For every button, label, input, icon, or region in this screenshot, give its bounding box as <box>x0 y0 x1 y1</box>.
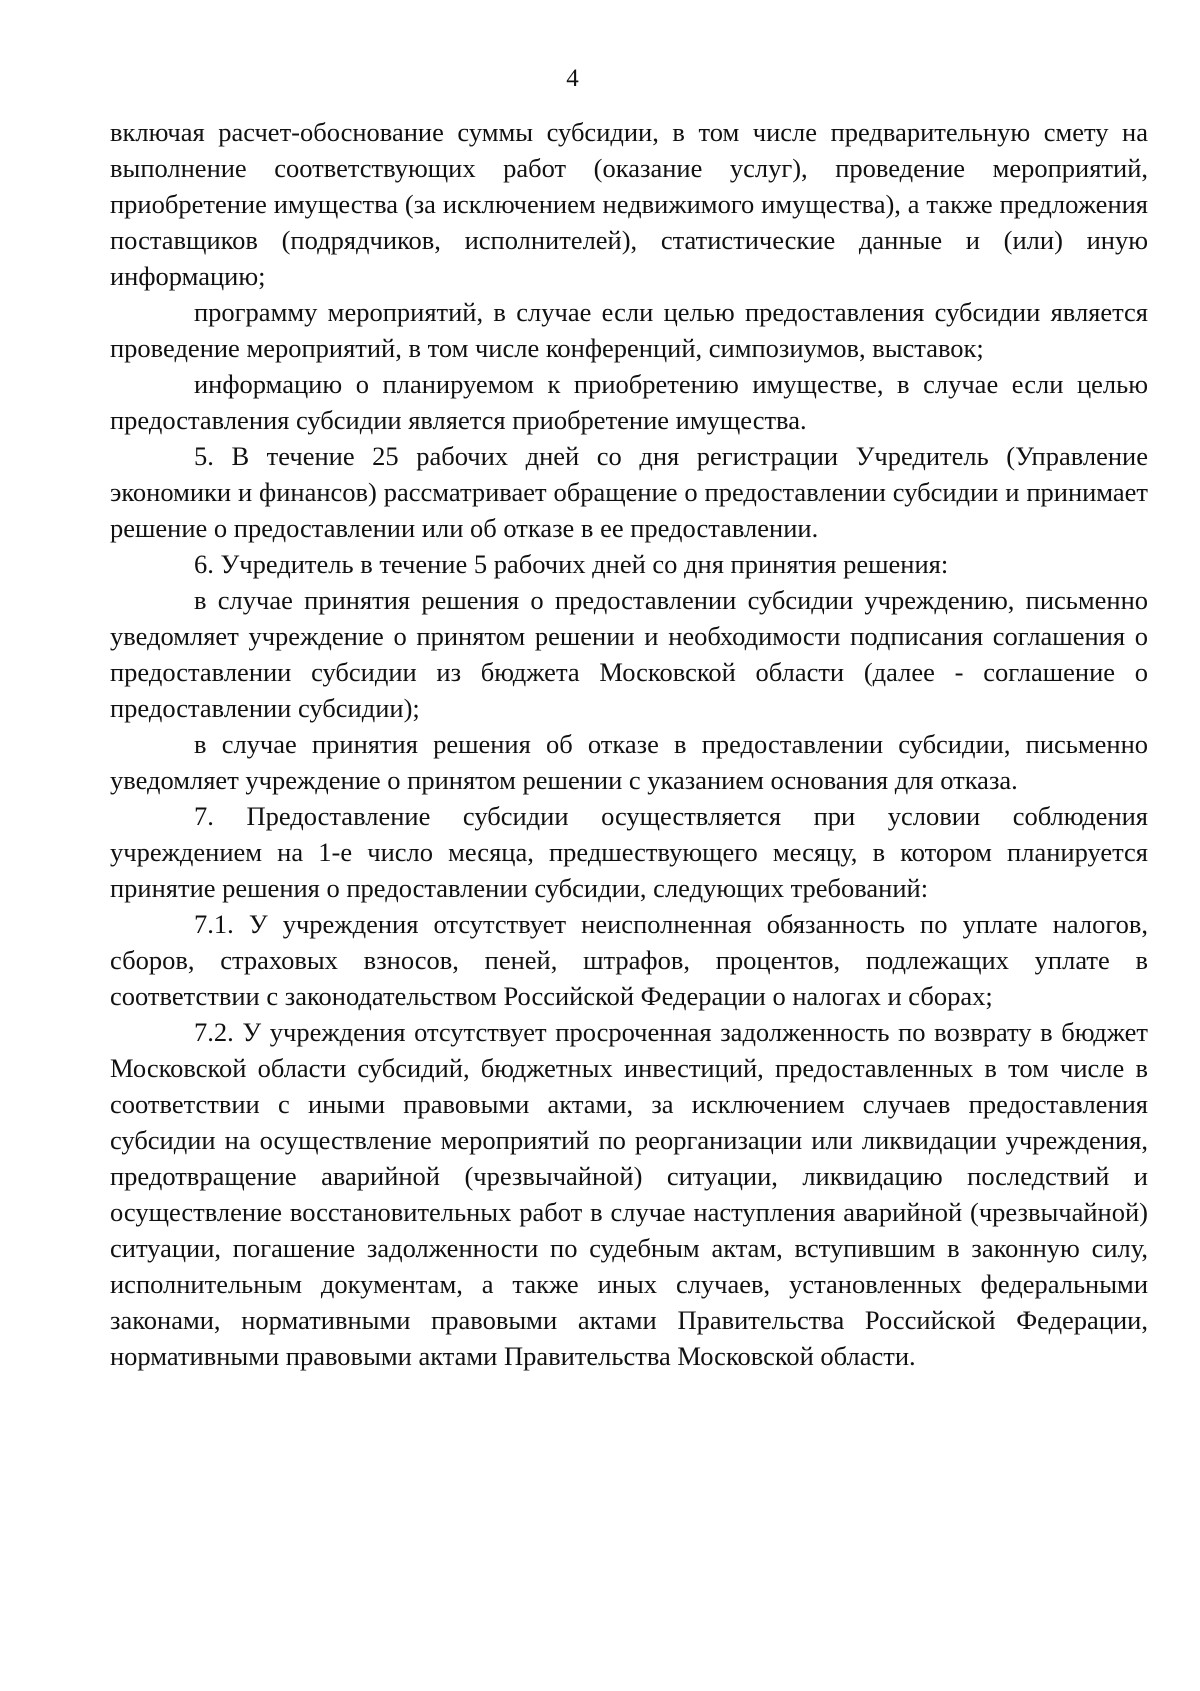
paragraph-refusal-notice: в случае принятия решения об отказе в предоставлении субсидии, письменно уведомляет учреждение о принятом решении с указанием основания для отказа. <box>110 729 1148 795</box>
paragraph-calculation-justification: включая расчет-обоснование суммы субсидии, в том числе предварительную смету на выполнение соответствующих работ (оказание услуг), проведение мероприятий, приобретение имущества (за исключением недвижимого имущества), а также предложения поставщиков (подрядчиков, исполнителей), статистические данные и (или) иную информацию; <box>110 117 1148 291</box>
paragraph-approval-notice: в случае принятия решения о предоставлении субсидии учреждению, письменно уведомляет учреждение о принятом решении и необходимости подписания соглашения о предоставлении субсидии из бюджета Московской области (далее - соглашение о предоставлении субсидии); <box>110 585 1148 723</box>
document-body <box>110 114 1148 1374</box>
paragraph-item-5: 5. В течение 25 рабочих дней со дня регистрации Учредитель (Управление экономики и финансов) рассматривает обращение о предоставлении субсидии и принимает решение о предоставлении или об отказе в ее предоставлении. <box>110 441 1148 543</box>
page-number: 4 <box>566 65 579 92</box>
paragraph-event-program: программу мероприятий, в случае если целью предоставления субсидии является проведение мероприятий, в том числе конференций, симпозиумов, выставок; <box>110 297 1148 363</box>
paragraph-item-7: 7. Предоставление субсидии осуществляется при условии соблюдения учреждением на 1-е число месяца, предшествующего месяцу, в котором планируется принятие решения о предоставлении субсидии, следующих требований: <box>110 801 1148 903</box>
paragraph-item-7-2: 7.2. У учреждения отсутствует просроченная задолженность по возврату в бюджет Московской области субсидий, бюджетных инвестиций, предоставленных в том числе в соответствии с иными правовыми актами, за исключением случаев предоставления субсидии на осуществление мероприятий по реорганизации или ликвидации учреждения, предотвращение аварийной (чрезвычайной) ситуации, ликвидацию последствий и осуществление восстановительных работ в случае наступления аварийной (чрезвычайной) ситуации, погашение задолженности по судебным актам, вступившим в законную силу, исполнительным документам, а также иных случаев, установленных федеральными законами, нормативными правовыми актами Правительства Российской Федерации, нормативными правовыми актами Правительства Московской области. <box>110 1017 1148 1371</box>
paragraph-item-7-1: 7.1. У учреждения отсутствует неисполненная обязанность по уплате налогов, сборов, страховых взносов, пеней, штрафов, процентов, подлежащих уплате в соответствии с законодательством Российской Федерации о налогах и сборах; <box>110 909 1148 1011</box>
paragraph-item-6: 6. Учредитель в течение 5 рабочих дней со дня принятия решения: <box>194 549 949 579</box>
paragraph-property-information: информацию о планируемом к приобретению имуществе, в случае если целью предоставления субсидии является приобретение имущества. <box>110 369 1148 435</box>
